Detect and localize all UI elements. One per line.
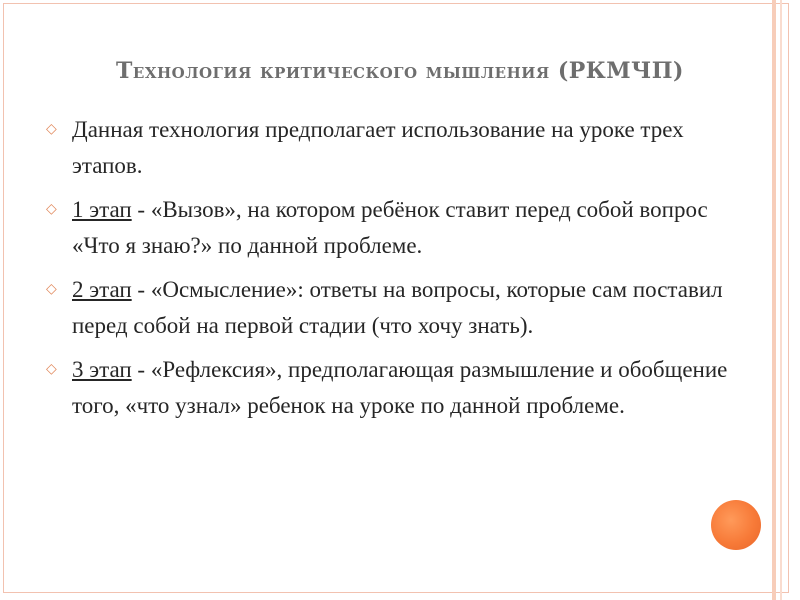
list-item bbox=[42, 112, 742, 184]
item-text: - «Вызов», на котором ребёнок ставит перед собой вопрос «Что я знаю?» по данной проблеме. bbox=[72, 197, 708, 258]
stage-label: 1 этап bbox=[72, 197, 132, 222]
stage-label: 3 этап bbox=[72, 357, 132, 382]
item-text: Данная технология предполагает использование на уроке трех этапов. bbox=[72, 117, 684, 178]
stage-label: 2 этап bbox=[72, 277, 132, 302]
decorative-stripe-thin bbox=[780, 0, 782, 600]
diamond-bullet-icon: ◇ bbox=[46, 122, 57, 137]
diamond-bullet-icon: ◇ bbox=[46, 362, 57, 377]
bullet-list bbox=[42, 112, 742, 432]
item-text: - «Осмысление»: ответы на вопросы, которые сам поставил перед собой на первой стадии (что хочу знать). bbox=[72, 277, 723, 338]
diamond-bullet-icon: ◇ bbox=[46, 282, 57, 297]
list-item bbox=[42, 352, 742, 424]
item-text: - «Рефлексия», предполагающая размышление и обобщение того, «что узнал» ребенок на уроке по данной проблеме. bbox=[72, 357, 728, 418]
list-item bbox=[42, 192, 742, 264]
decorative-stripe bbox=[772, 0, 776, 600]
slide-title: Технология критического мышления (РКМЧП) bbox=[116, 58, 684, 84]
list-item bbox=[42, 272, 742, 344]
decorative-circle bbox=[711, 500, 761, 550]
diamond-bullet-icon: ◇ bbox=[46, 202, 57, 217]
